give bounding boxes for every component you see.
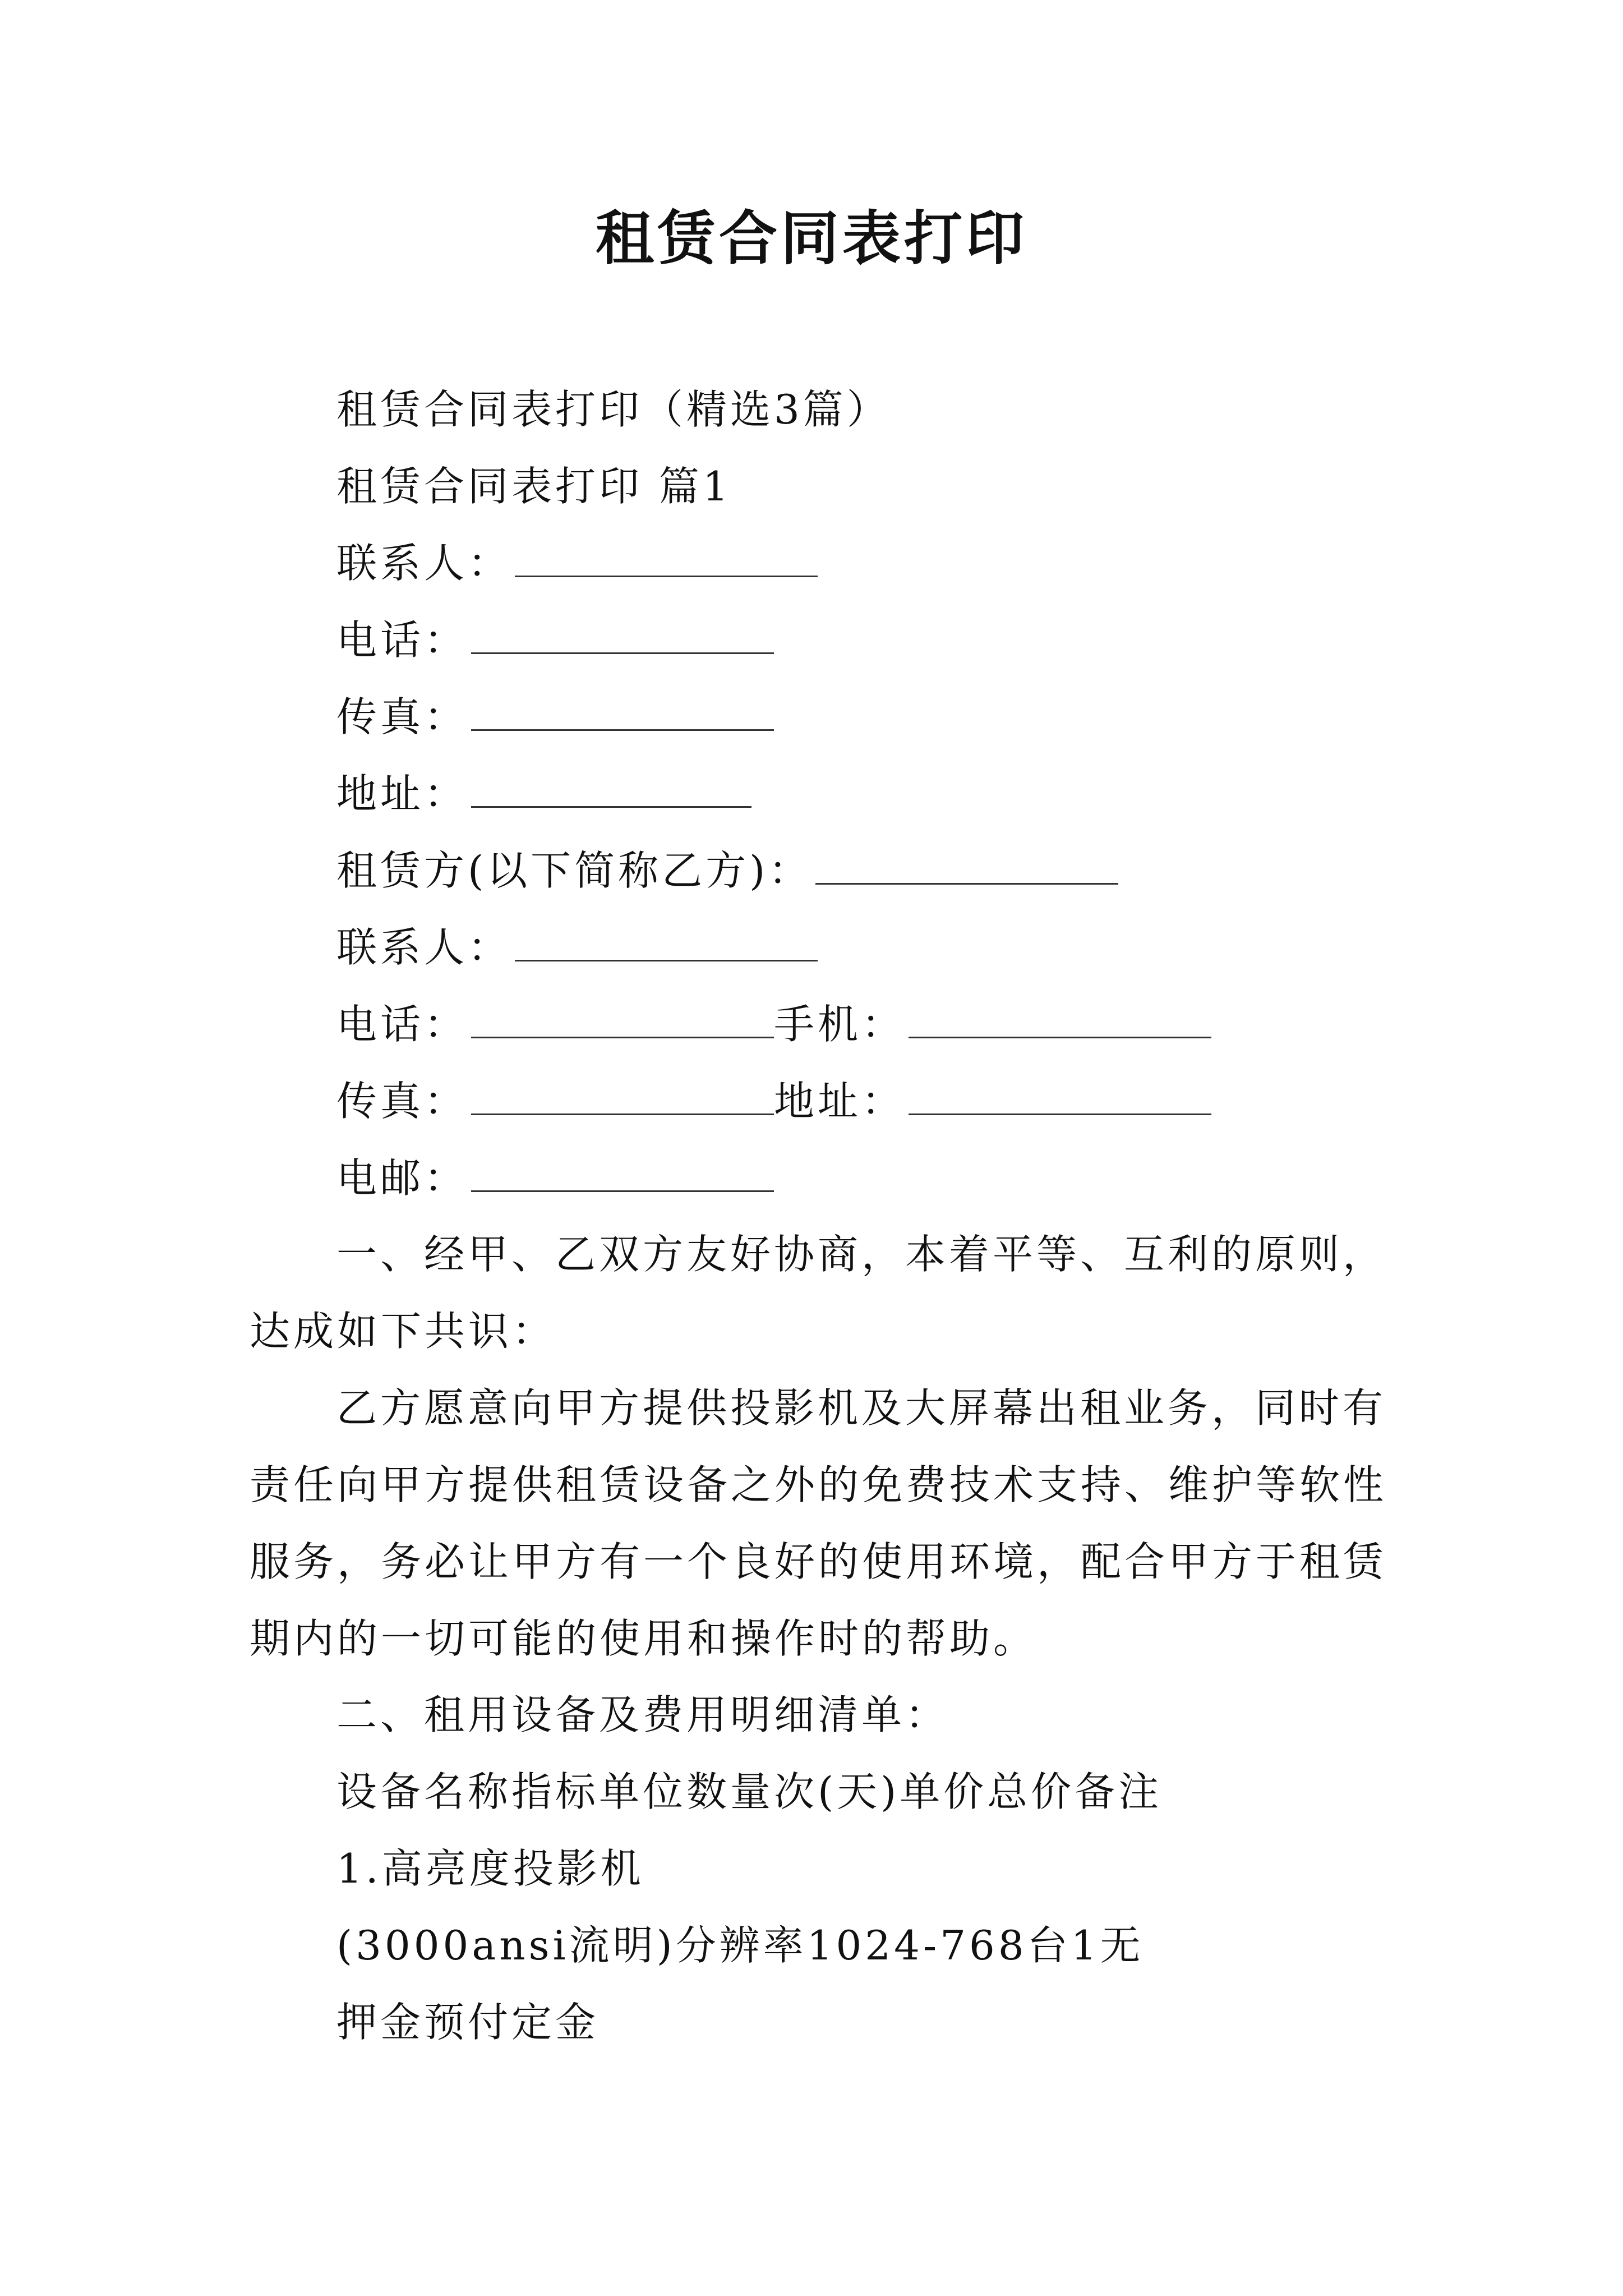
item-name: 1.高亮度投影机 bbox=[336, 1845, 644, 1892]
email-blank bbox=[471, 1151, 774, 1192]
phone-label: 电话： bbox=[336, 616, 468, 664]
phone-line-1 bbox=[336, 612, 774, 668]
fax-line-1 bbox=[336, 689, 774, 745]
document-title: 租赁合同表打印 bbox=[595, 204, 1027, 273]
paragraph-consensus bbox=[250, 1216, 1416, 1370]
mobile-label: 手机： bbox=[774, 1001, 906, 1048]
lessee-blank bbox=[815, 844, 1118, 885]
fax-blank bbox=[471, 1074, 774, 1115]
email-label: 电邮： bbox=[336, 1154, 468, 1202]
fax-label: 传真： bbox=[336, 1078, 468, 1125]
address-label: 地址： bbox=[336, 770, 468, 817]
email-line bbox=[336, 1150, 774, 1206]
contact-line-1 bbox=[336, 535, 818, 591]
phone-blank bbox=[471, 997, 774, 1038]
item-spec: (3000ansi流明)分辨率1024-768台1无 bbox=[336, 1922, 1144, 1969]
deposit-line: 押金预付定金 bbox=[336, 1999, 600, 2046]
address-blank bbox=[471, 767, 751, 808]
phone-label: 电话： bbox=[336, 1001, 468, 1048]
table-header-text: 设备名称指标单位数量次(天)单价总价备注 bbox=[336, 1768, 1163, 1815]
paragraph-service-text: 乙方愿意向甲方提供投影机及大屏幕出租业务，同时有责任向甲方提供租赁设备之外的免费技术支持、维护等软性服务，务必让甲方有一个良好的使用环境，配合甲方于租赁期内的一切可能的使用和操作时的帮助。 bbox=[250, 1384, 1387, 1662]
paragraph-service bbox=[250, 1370, 1416, 1677]
subtitle: 租赁合同表打印（精选3篇） bbox=[336, 386, 891, 433]
mobile-blank bbox=[909, 997, 1211, 1038]
address-label: 地址： bbox=[774, 1078, 906, 1125]
phone-mobile-line bbox=[336, 996, 1211, 1052]
part-heading: 租赁合同表打印 篇1 bbox=[336, 463, 732, 510]
contact-label: 联系人： bbox=[336, 924, 512, 971]
contact-blank bbox=[515, 536, 818, 577]
contact-label: 联系人： bbox=[336, 540, 512, 587]
contact-line-2 bbox=[336, 919, 818, 976]
fax-label: 传真： bbox=[336, 693, 468, 740]
fax-blank bbox=[471, 690, 774, 731]
lessee-label: 租赁方(以下简称乙方)： bbox=[336, 847, 813, 894]
phone-blank bbox=[471, 613, 774, 654]
section-heading: 二、租用设备及费用明细清单： bbox=[336, 1691, 949, 1738]
contact-blank bbox=[515, 921, 818, 961]
address-blank bbox=[909, 1074, 1211, 1115]
paragraph-consensus-text: 一、经甲、乙双方友好协商，本着平等、互利的原则，达成如下共识： bbox=[250, 1231, 1387, 1355]
lessee-line bbox=[336, 843, 1118, 899]
fax-address-line bbox=[336, 1073, 1211, 1129]
address-line-1 bbox=[336, 766, 751, 822]
